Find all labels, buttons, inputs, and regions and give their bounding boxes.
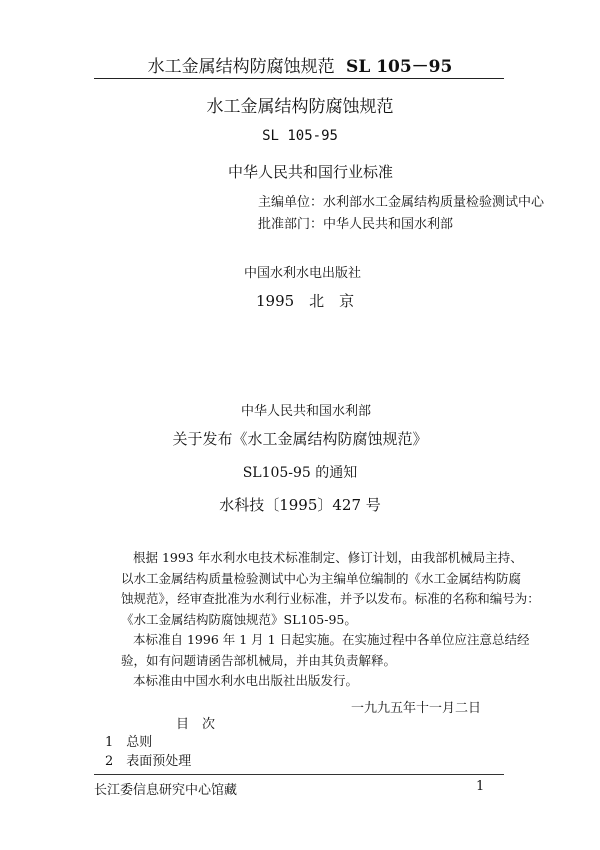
footer-rule [94, 774, 504, 775]
publisher: 中国水利水电出版社 [244, 266, 362, 281]
page-number: 1 [476, 779, 485, 794]
notice-line: 以水工金属结构质量检验测试中心为主编单位编制的《水工金属结构防腐 [121, 570, 522, 586]
year-place: 1995 北 京 [256, 292, 355, 310]
approval-dept: 批准部门：中华人民共和国水利部 [258, 217, 454, 232]
notice-line: 蚀规范》，经审查批准为水利行业标准，并予以发布。标准的名称和编号为： [121, 591, 540, 606]
toc-heading: 目 次 [176, 717, 216, 732]
notice-issuer: 中华人民共和国水利部 [241, 404, 372, 419]
notice-doc-number: 水科技〔1995〕427 号 [219, 496, 381, 514]
running-header-code: SL 105－95 [346, 57, 453, 77]
notice-title-line2: SL105-95 的通知 [242, 465, 358, 481]
notice-line: 本标准自 1996 年 1 月 1 日起实施。在实施过程中各单位应注意总结经 [133, 632, 530, 647]
toc-item-1[interactable]: 1 总则 [105, 735, 153, 750]
footer-library: 长江委信息研究中心馆藏 [94, 783, 238, 798]
cover-title: 水工金属结构防腐蚀规范 [206, 97, 394, 117]
notice-line: 《水工金属结构防腐蚀规范》SL105-95。 [121, 611, 357, 627]
notice-title-line1: 关于发布《水工金属结构防腐蚀规范》 [172, 430, 428, 448]
notice-line: 本标准由中国水利水电出版社出版发行。 [133, 673, 359, 688]
notice-line: 验，如有问题请函告部机械局，并由其负责解释。 [121, 652, 397, 668]
running-header [0, 52, 600, 77]
cover-code: SL 105-95 [262, 128, 338, 144]
notice-date: 一九九五年十一月二日 [351, 701, 482, 716]
header-rule [94, 78, 504, 79]
notice-body [121, 548, 540, 692]
running-header-title: 水工金属结构防腐蚀规范 [147, 57, 335, 77]
notice-line: 根据 1993 年水利水电技术标准制定、修订计划，由我部机械局主持、 [133, 550, 523, 565]
editor-unit: 主编单位：水利部水工金属结构质量检验测试中心 [258, 195, 545, 210]
toc-item-2[interactable]: 2 表面预处理 [105, 754, 192, 769]
standard-type: 中华人民共和国行业标准 [228, 163, 394, 181]
